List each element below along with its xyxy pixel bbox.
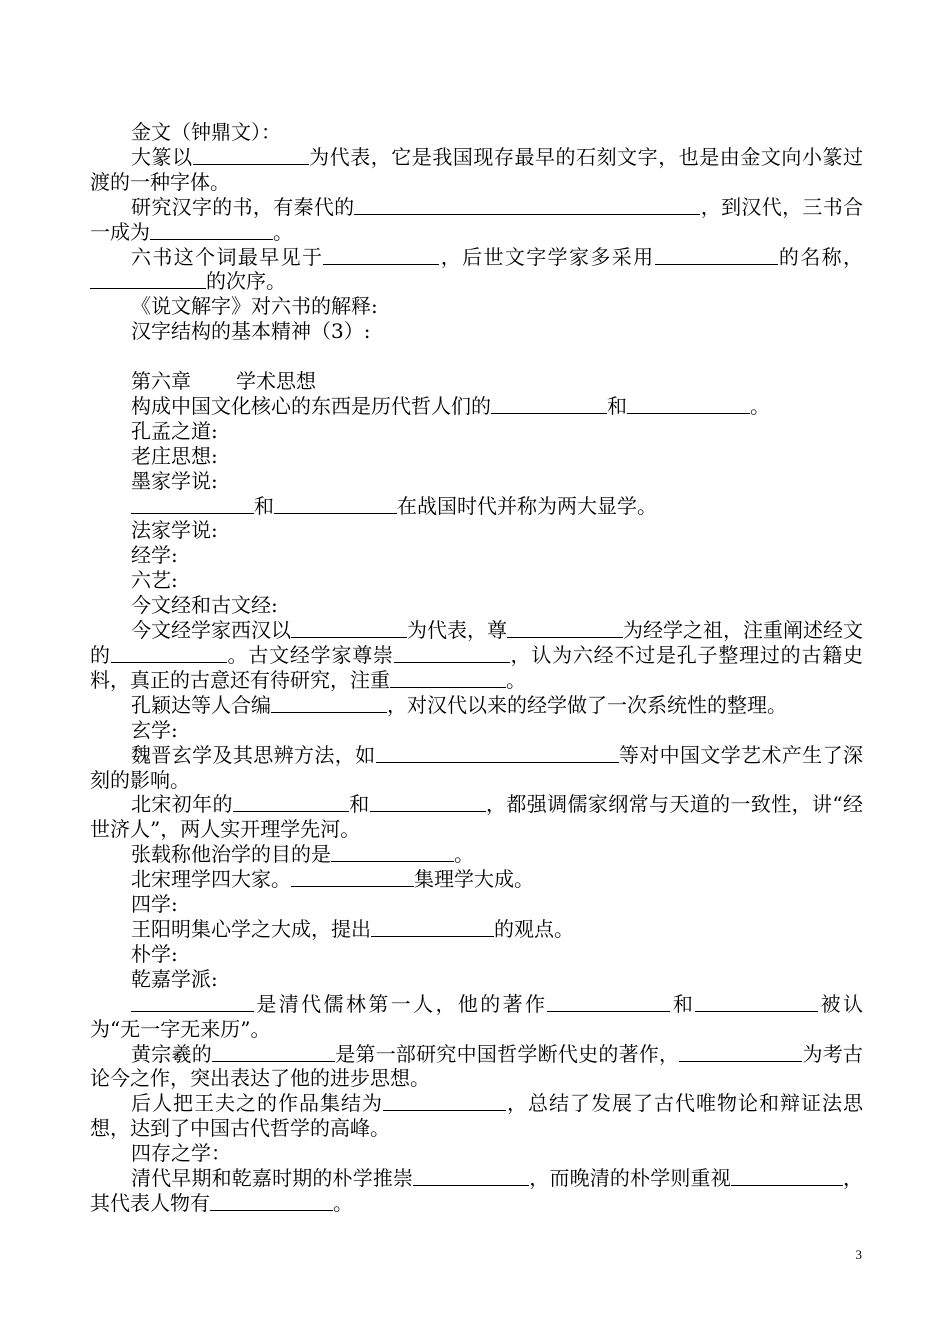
fill-blank[interactable]	[507, 636, 623, 638]
text: 研究汉字的书，有秦代的	[131, 194, 355, 219]
text: 和	[607, 393, 627, 418]
line-dazhuan	[90, 145, 863, 195]
fill-blank[interactable]	[331, 860, 454, 862]
fill-blank[interactable]	[394, 661, 510, 663]
fill-blank[interactable]	[695, 1010, 818, 1012]
chapter-number: 第六章	[131, 369, 191, 394]
text: 魏晋玄学及其思辨方法，如	[131, 742, 376, 767]
text: 《说文解字》对六书的解释:	[131, 294, 378, 319]
fill-blank[interactable]	[376, 761, 619, 763]
text: 朴学:	[131, 941, 178, 966]
fill-blank[interactable]	[131, 512, 254, 514]
line-sicun	[90, 1141, 863, 1166]
text: 老庄思想:	[131, 443, 218, 468]
fill-blank[interactable]	[413, 1184, 529, 1186]
text: 乾嘉学派:	[131, 966, 218, 991]
text: 的次序。	[206, 269, 286, 294]
text: 墨家学说:	[131, 468, 218, 493]
fill-blank[interactable]	[370, 810, 486, 812]
fill-blank[interactable]	[491, 412, 607, 414]
text: 今文经和古文经:	[131, 593, 278, 618]
line-kongyingda	[90, 693, 863, 718]
text: 的名称，	[777, 244, 863, 269]
text: 。	[454, 842, 474, 867]
fill-blank[interactable]	[271, 711, 387, 713]
text: 是清代儒林第一人，他的著作	[254, 991, 548, 1016]
text: 为代表，尊	[407, 618, 507, 643]
line-mojia	[90, 469, 863, 494]
text: 今文经学家西汉以	[131, 618, 291, 643]
line-xianxue	[90, 494, 863, 519]
text: 孔孟之道:	[131, 418, 218, 443]
fill-blank[interactable]	[212, 1060, 335, 1062]
fill-blank[interactable]	[210, 1209, 333, 1211]
fill-blank[interactable]	[383, 1109, 506, 1111]
text: 和	[670, 991, 696, 1016]
text: 为考古论今之作，突出表达了他的进步思想。	[90, 1041, 864, 1091]
fill-blank[interactable]	[679, 1060, 802, 1062]
page-number: 3	[855, 1247, 862, 1262]
line-jingxue	[90, 543, 863, 568]
fill-blank[interactable]	[371, 935, 494, 937]
chapter-title: 学术思想	[236, 369, 316, 394]
text: 后人把王夫之的作品集结为	[131, 1091, 383, 1116]
text: 金文（钟鼎文）：	[131, 120, 281, 144]
fill-blank[interactable]	[274, 512, 397, 514]
text: 。	[750, 393, 770, 418]
line-beisong	[90, 792, 863, 842]
text: ，认为六经不过是孔子整理过的古籍史料，真正的古意还有待研究，注重	[90, 643, 864, 692]
line-liushu	[90, 245, 863, 295]
line-lixue	[90, 867, 863, 892]
line-huangzongxi	[90, 1042, 863, 1092]
line-sixue	[90, 892, 863, 917]
text: 。古文经学家尊崇	[226, 643, 394, 668]
text: 大篆以	[131, 144, 193, 169]
fill-blank[interactable]	[291, 636, 407, 638]
text: 的观点。	[494, 916, 574, 941]
text: 六书这个词最早见于	[131, 244, 324, 269]
text: 是第一部研究中国哲学断代史的著作，	[334, 1041, 680, 1066]
line-shuowen	[90, 294, 863, 319]
text: 张载称他治学的目的是	[131, 842, 331, 867]
text: 四学:	[131, 892, 178, 917]
text: 等对中国文学艺术产生了深刻的影响。	[90, 742, 863, 792]
text: ，对汉代以来的经学做了一次系统性的整理。	[387, 692, 787, 717]
text: 孔颖达等人合编	[131, 692, 271, 717]
line-qingzao	[90, 1166, 863, 1216]
text: 和	[254, 493, 274, 518]
fill-blank[interactable]	[390, 686, 506, 688]
fill-blank[interactable]	[150, 238, 273, 240]
line-hexin	[90, 394, 863, 419]
line-zhangzai	[90, 842, 863, 867]
line-jinwenjing	[90, 618, 863, 693]
text: ，而晚清的朴学则重视	[529, 1166, 731, 1191]
line-jingu	[90, 593, 863, 618]
line-jingshen	[90, 319, 863, 344]
text: 。	[506, 667, 526, 692]
fill-blank[interactable]	[627, 412, 750, 414]
fill-blank[interactable]	[655, 263, 778, 265]
fill-blank[interactable]	[291, 885, 414, 887]
text: 北宋初年的	[131, 792, 233, 817]
line-weijin	[90, 743, 863, 793]
fill-blank[interactable]	[90, 287, 206, 289]
line-wangfuzhi	[90, 1091, 863, 1141]
text: 四存之学：	[131, 1141, 231, 1166]
text: 。	[333, 1190, 353, 1215]
text: 法家学说:	[131, 518, 218, 543]
text: 被认为“无一字无来历”。	[90, 991, 864, 1041]
line-laozhuang	[90, 444, 863, 469]
text: 清代早期和乾嘉时期的朴学推崇	[131, 1166, 414, 1191]
text: 集理学大成。	[414, 867, 534, 892]
text: 构成中国文化核心的东西是历代哲人们的	[131, 393, 491, 418]
chapter-heading	[90, 369, 863, 394]
text: ，后世文字学家多采用	[439, 244, 655, 269]
fill-blank[interactable]	[547, 1010, 670, 1012]
text: 王阳明集心学之大成，提出	[131, 916, 371, 941]
text: 在战国时代并称为两大显学。	[397, 493, 657, 518]
page-content	[90, 120, 863, 1216]
fill-blank[interactable]	[233, 810, 349, 812]
text: 六艺:	[131, 568, 178, 593]
line-yanjiu	[90, 195, 863, 245]
text: 和	[348, 792, 370, 817]
text: 北宋理学四大家。	[131, 867, 291, 892]
line-liuyi	[90, 568, 863, 593]
line-puxue	[90, 942, 863, 967]
text: ，其代表人物有	[90, 1166, 864, 1215]
fill-blank[interactable]	[131, 1010, 254, 1012]
fill-blank[interactable]	[193, 163, 309, 165]
line-fajia	[90, 518, 863, 543]
text: 汉字结构的基本精神（3）:	[131, 319, 371, 344]
line-qianjia	[90, 967, 863, 992]
line-xuanxue	[90, 718, 863, 743]
text: 为经学之祖，注重阐述经文的	[90, 618, 863, 668]
line-wangyangming	[90, 917, 863, 942]
text: 为代表，它是我国现存最早的石刻文字，也是由金文向小篆过渡的一种字体。	[90, 144, 864, 194]
text: ，都强调儒家纲常与天道的一致性，讲“经世济人”，两人实开理学先河。	[90, 792, 864, 842]
fill-blank[interactable]	[111, 661, 227, 663]
text: ，总结了发展了古代唯物论和辩证法思想，达到了中国古代哲学的高峰。	[90, 1091, 863, 1141]
text: 玄学:	[131, 717, 178, 742]
text: ，到汉代，三书合一成为	[90, 194, 864, 244]
line-jinwen	[90, 120, 863, 145]
fill-blank[interactable]	[354, 213, 700, 215]
text: 。	[273, 219, 293, 244]
line-qingdai	[90, 992, 863, 1042]
fill-blank[interactable]	[731, 1184, 843, 1186]
text: 经学:	[131, 543, 178, 568]
text: 黄宗羲的	[131, 1041, 212, 1066]
line-kongmeng	[90, 419, 863, 444]
fill-blank[interactable]	[323, 263, 439, 265]
